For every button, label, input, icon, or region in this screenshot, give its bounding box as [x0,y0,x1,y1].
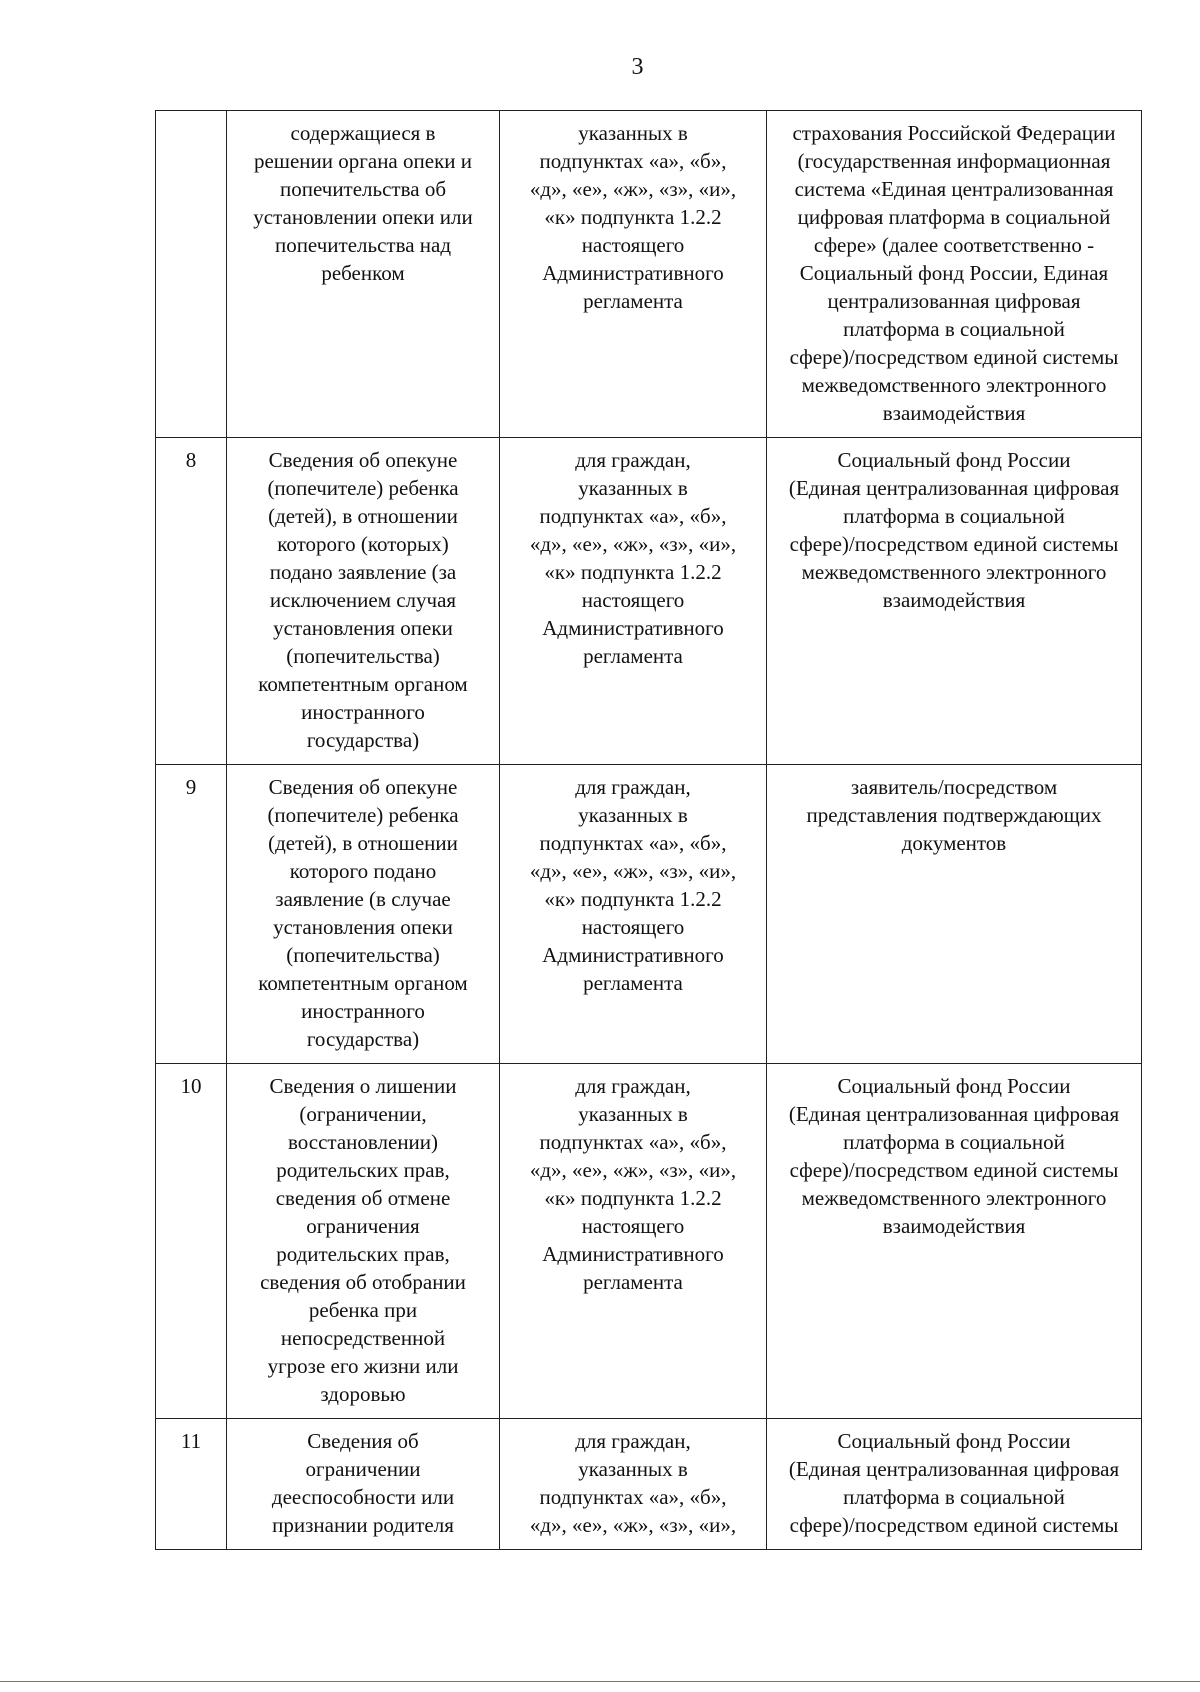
source-cell [767,111,1142,438]
info-cell [227,111,500,438]
row-number-cell [156,111,227,438]
row-number-cell [156,1064,227,1419]
source-text: Социальный фонд России (Единая централизованная цифровая платформа в социальной сфере)/посредством единой системы [788,1429,1120,1537]
source-cell [767,438,1142,765]
applicants-text: указанных в подпунктах «а», «б», «д», «е», «ж», «з», «и», «к» подпункта 1.2.2 настоящего Административного регламента [529,121,737,313]
source-text: страхования Российской Федерации (государственная информационная система «Единая централизованная цифровая платформа в социальной сфере» (далее соответственно - Социальный фонд России, Единая централизованная цифровая платформа в социальной сфере)/посредством единой системы межведомственного электронного взаимодействия [789,121,1119,425]
info-text: Сведения о лишении (ограничении, восстановлении) родительских прав, сведения об отмене ограничения родительских прав, сведения об отобрании ребенка при непосредственной угрозе его жизни или здоровью [260,1074,466,1406]
applicants-cell [500,765,767,1064]
row-number: 9 [185,775,197,799]
table-row [156,1419,1142,1550]
applicants-cell [500,1064,767,1419]
source-cell [767,1064,1142,1419]
source-text: Социальный фонд России (Единая централизованная цифровая платформа в социальной сфере)/посредством единой системы межведомственного электронного взаимодействия [788,1074,1120,1238]
applicants-text: для граждан, указанных в подпунктах «а», «б», «д», «е», «ж», «з», «и», «к» подпункта 1.2.2 настоящего Административного регламента [529,1074,737,1294]
row-number-cell [156,1419,227,1550]
page-number: 3 [631,54,644,80]
source-cell [767,765,1142,1064]
row-number: 10 [180,1074,202,1098]
applicants-cell [500,438,767,765]
table-row [156,111,1142,438]
info-text: Сведения об опекуне (попечителе) ребенка (детей), в отношении которого подано заявление (в случае установления опеки (попечительства) компетентным органом иностранного государства) [258,775,468,1051]
info-cell [227,1419,500,1550]
table-row [156,765,1142,1064]
row-number: 8 [185,448,197,472]
info-cell [227,1064,500,1419]
table-row [156,1064,1142,1419]
applicants-text: для граждан, указанных в подпунктах «а», «б», «д», «е», «ж», «з», «и», «к» подпункта 1.2.2 настоящего Административного регламента [529,775,737,995]
info-text: Сведения об ограничении дееспособности или признании родителя [271,1429,455,1537]
info-text: Сведения об опекуне (попечителе) ребенка (детей), в отношении которого (которых) подано заявление (за исключением случая установления опеки (попечительства) компетентным органом иностранного государства) [258,448,468,752]
row-number-cell [156,438,227,765]
applicants-text: для граждан, указанных в подпунктах «а», «б», «д», «е», «ж», «з», «и», «к» подпункта 1.2.2 настоящего Административного регламента [529,448,737,668]
info-cell [227,438,500,765]
services-data-table [155,110,1142,1550]
source-text: заявитель/посредством представления подтверждающих документов [806,775,1102,855]
row-number: 11 [180,1429,202,1453]
table-row [156,438,1142,765]
info-cell [227,765,500,1064]
applicants-text: для граждан, указанных в подпунктах «а», «б», «д», «е», «ж», «з», «и», [529,1429,737,1537]
info-text: содержащиеся в решении органа опеки и попечительства об установлении опеки или попечительства над ребенком [253,121,473,285]
source-text: Социальный фонд России (Единая централизованная цифровая платформа в социальной сфере)/посредством единой системы межведомственного электронного взаимодействия [788,448,1120,612]
applicants-cell [500,1419,767,1550]
row-number-cell [156,765,227,1064]
source-cell [767,1419,1142,1550]
applicants-cell [500,111,767,438]
scan-bottom-edge [0,1681,1200,1682]
